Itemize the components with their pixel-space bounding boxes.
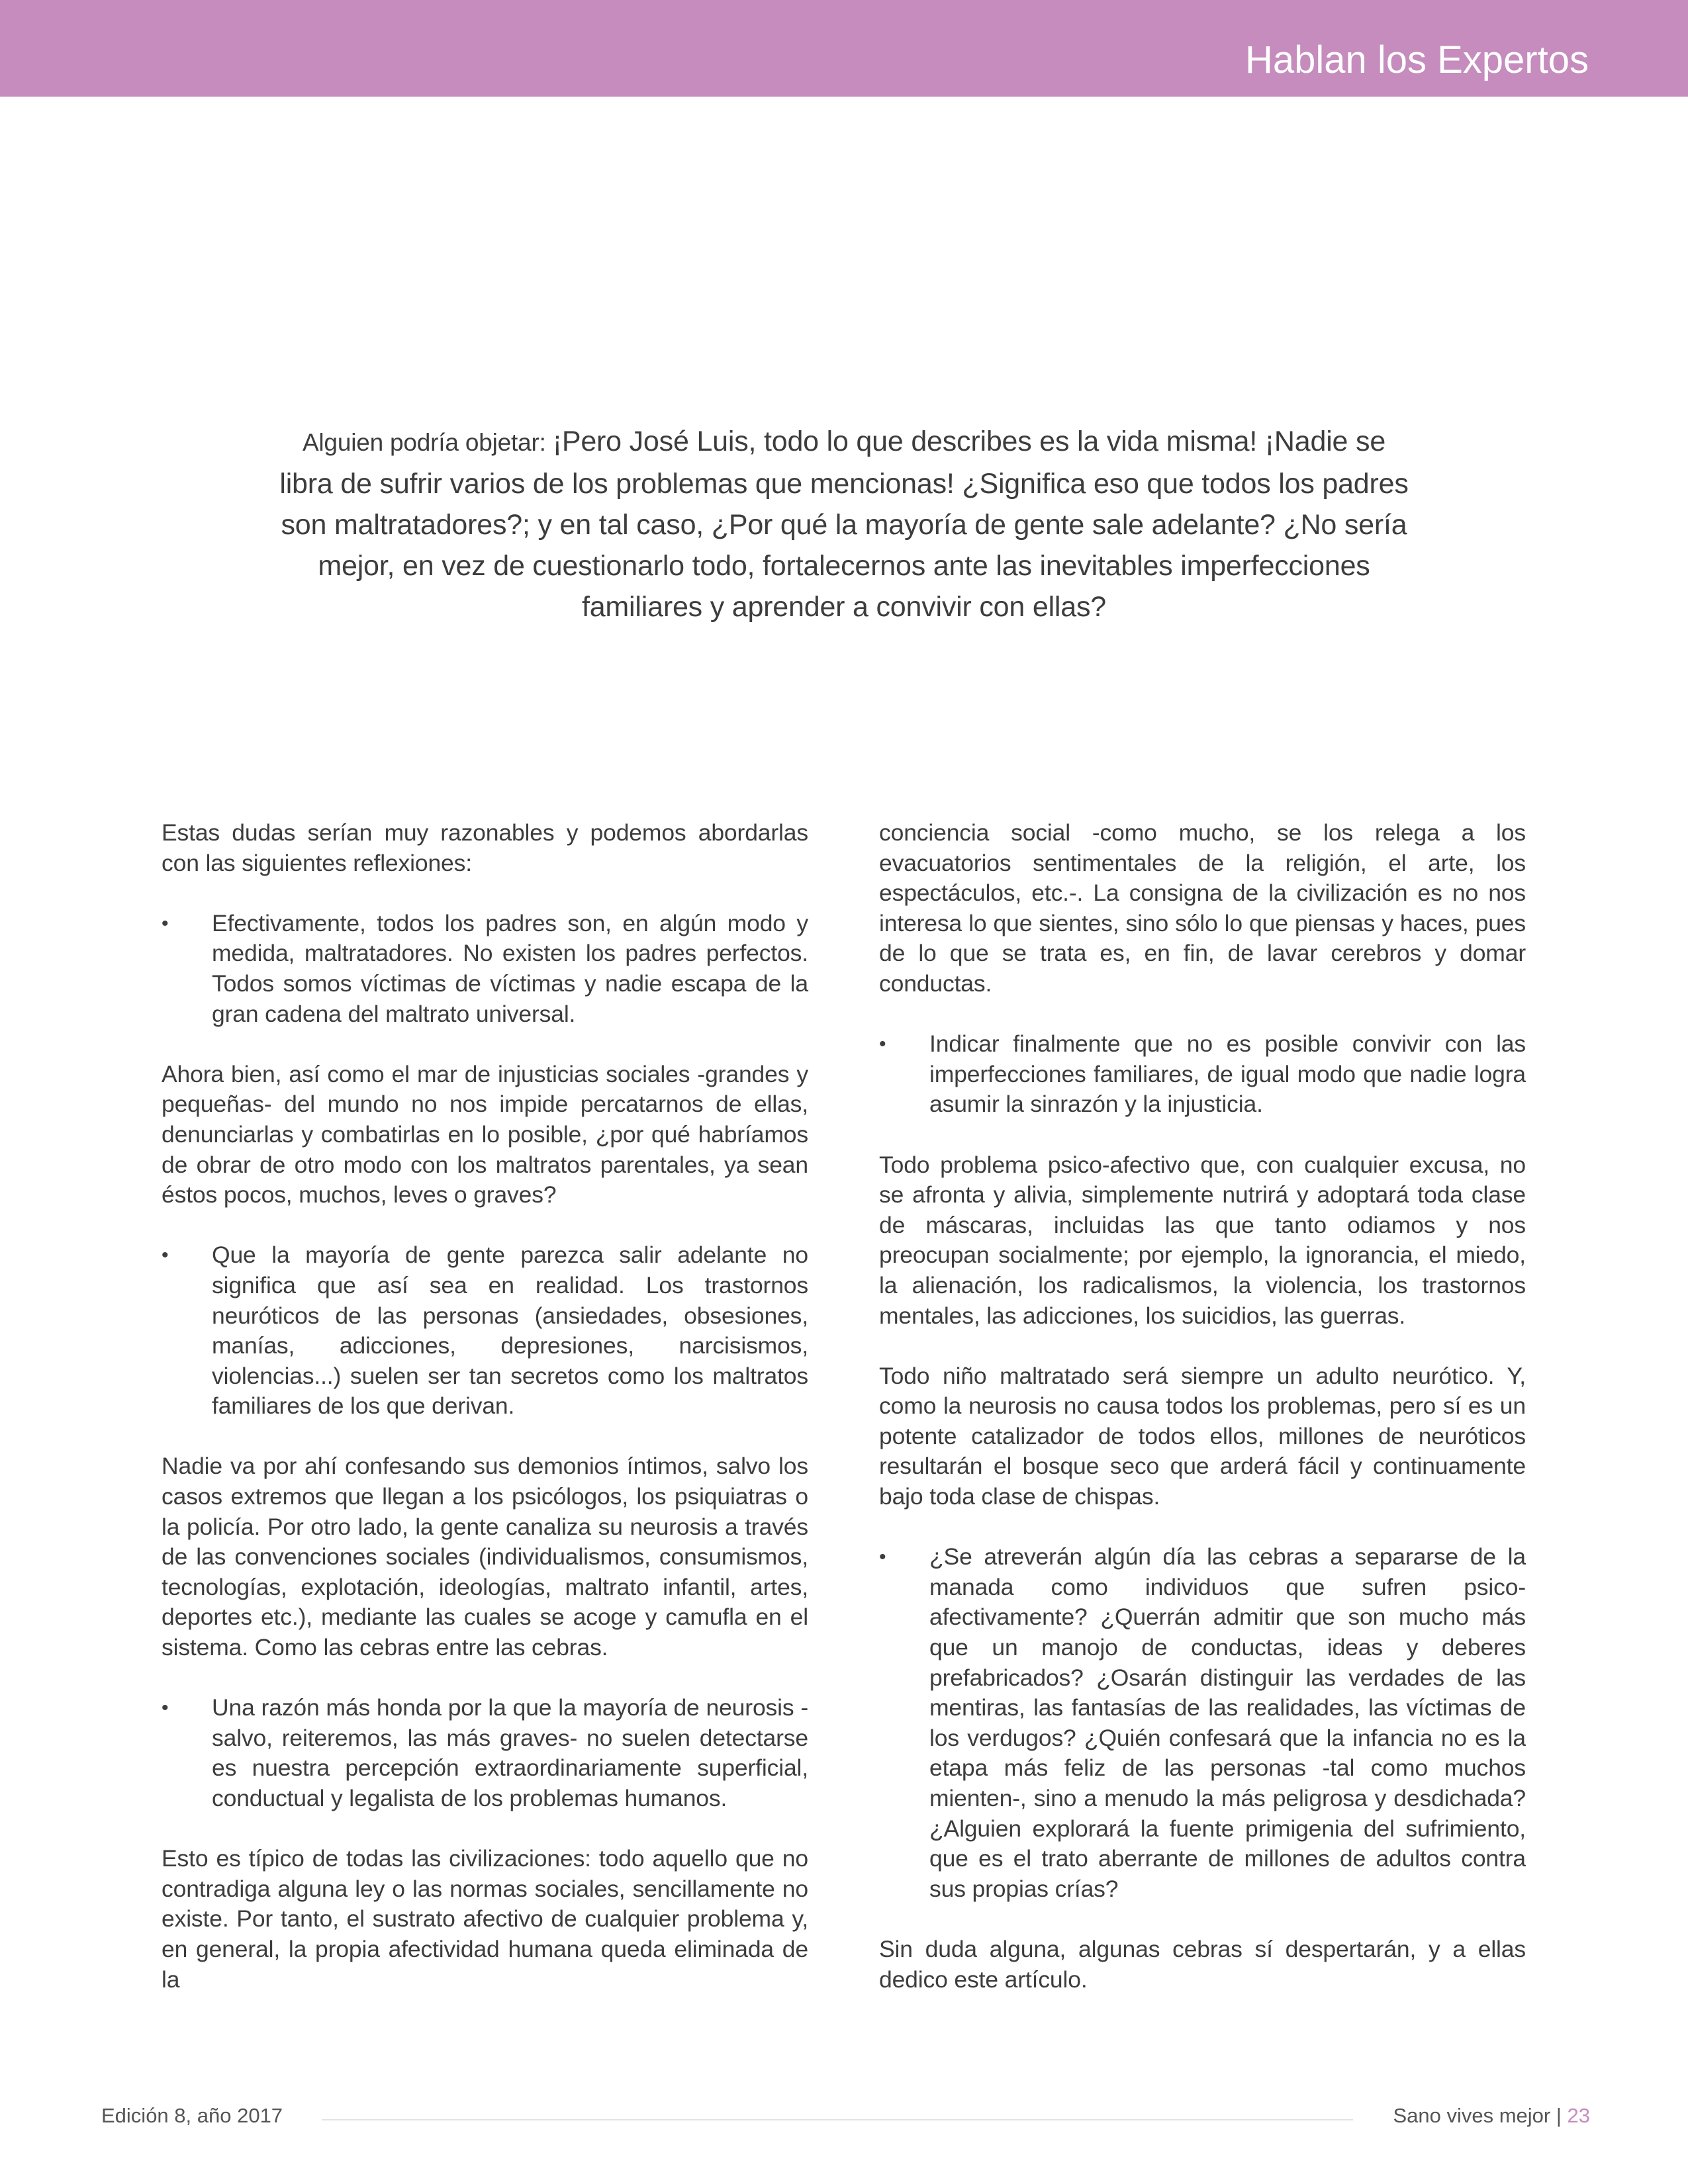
bullet-text: Indicar finalmente que no es posible convivir con las imperfecciones familiares, de igual modo que nadie logra asumir la sinrazón y la injusticia. xyxy=(929,1030,1526,1118)
bullet-text: Una razón más honda por la que la mayoría de neurosis -salvo, reiteremos, las más graves- no suelen detectarse es nuestra percepción extraordinariamente superficial, conductual y legalista de los problemas humanos. xyxy=(212,1694,808,1811)
paragraph: Sin duda alguna, algunas cebras sí despertarán, y a ellas dedico este artículo. xyxy=(879,1935,1526,1993)
footer-edition: Edición 8, año 2017 xyxy=(101,2104,283,2127)
footer-right xyxy=(1393,2105,1590,2126)
page-number: 23 xyxy=(1567,2104,1590,2127)
bullet-text: Efectivamente, todos los padres son, en algún modo y medida, maltratadores. No existen los padres perfectos. Todos somos víctimas de víctimas y nadie escapa de la gran cadena del maltrato universal. xyxy=(212,909,808,1027)
bullet-icon: • xyxy=(162,1244,169,1267)
paragraph: Ahora bien, así como el mar de injusticias sociales -grandes y pequeñas- del mundo no nos impide percatarnos de ellas, denunciarlas y combatirlas en lo posible, ¿por qué habríamos de obrar de otro modo con los maltratos parentales, ya sean éstos pocos, muchos, leves o graves? xyxy=(162,1060,808,1208)
paragraph: Todo problema psico-afectivo que, con cualquier excusa, no se afronta y alivia, simplemente nutrirá y adoptará toda clase de máscaras, incluidas las que tanto odiamos y nos preocupan socialmente; por ejemplo, la ignorancia, el miedo, la alienación, los radicalismos, la violencia, los trastornos mentales, las adicciones, los suicidios, las guerras. xyxy=(879,1151,1526,1329)
bullet-item xyxy=(162,1240,808,1422)
bullet-item xyxy=(879,1542,1526,1904)
bullet-item xyxy=(162,909,808,1029)
bullet-item xyxy=(162,1693,808,1813)
footer-magazine: Sano vives mejor | xyxy=(1393,2104,1562,2127)
bullet-icon: • xyxy=(162,912,169,934)
paragraph: Nadie va por ahí confesando sus demonios íntimos, salvo los casos extremos que llegan a los psicólogos, los psiquiatras o la policía. Por otro lado, la gente canaliza su neurosis a través de las convenciones sociales (individualismos, consumismos, tecnologías, explotación, ideologías, maltrato infantil, artes, deportes etc.), mediante las cuales se acoge y camufla en el sistema. Como las cebras entre las cebras. xyxy=(162,1453,808,1661)
intro-lead: Alguien podría objetar: xyxy=(302,429,553,456)
paragraph: Estas dudas serían muy razonables y podemos abordarlas con las siguientes reflexiones: xyxy=(162,819,808,876)
paragraph: Todo niño maltratado será siempre un adulto neurótico. Y, como la neurosis no causa todos los problemas, pero sí es un potente catalizador de todos ellos, millones de neuróticos resultarán el bosque seco que arderá fácil y continuamente bajo toda clase de chispas. xyxy=(879,1362,1526,1510)
paragraph: conciencia social -como mucho, se los relega a los evacuatorios sentimentales de la religión, el arte, los espectáculos, etc.-. La consigna de la civilización es no nos interesa lo que sientes, sino sólo lo que piensas y haces, pues de lo que se trata es, en fin, de lavar cerebros y domar conductas. xyxy=(879,819,1526,997)
section-title: Hablan los Expertos xyxy=(1244,38,1589,81)
bullet-item xyxy=(879,1029,1526,1120)
intro-text: ¡Pero José Luis, todo lo que describes es la vida misma! ¡Nadie se libra de sufrir varios de los problemas que mencionas! ¿Significa eso que todos los padres son maltratadores?; y en tal caso, ¿Por qué la mayoría de gente sale adelante? ¿No sería mejor, en vez de cuestionarlo todo, fortalecernos ante las inevitables imperfecciones familiares y aprender a convivir con ellas? xyxy=(279,426,1409,623)
right-column xyxy=(879,818,1526,1995)
bullet-icon: • xyxy=(162,1697,169,1719)
left-column xyxy=(162,818,808,1995)
footer-divider xyxy=(322,2119,1353,2120)
intro-quote xyxy=(275,421,1413,627)
bullet-text: ¿Se atreverán algún día las cebras a separarse de la manada como individuos que sufren psico-afectivamente? ¿Querrán admitir que son mucho más que un manojo de conductas, ideas y deberes prefabricados? ¿Osarán distinguir las verdades de las mentiras, las fantasías de las realidades, las víctimas de los verdugos? ¿Quién confesará que la infancia no es la etapa más feliz de las personas -tal como muchos mienten-, sino a menudo la más peligrosa y desdichada? ¿Alguien explorará la fuente primigenia del sufrimiento, que es el trato aberrante de millones de adultos contra sus propias crías? xyxy=(929,1543,1526,1902)
bullet-icon: • xyxy=(879,1033,886,1056)
bullet-icon: • xyxy=(879,1546,886,1569)
bullet-text: Que la mayoría de gente parezca salir adelante no significa que así sea en realidad. Los trastornos neuróticos de las personas (ansiedades, obsesiones, manías, adicciones, depresiones, narcisismos, violencias...) suelen ser tan secretos como los maltratos familiares de los que derivan. xyxy=(212,1242,808,1420)
paragraph: Esto es típico de todas las civilizaciones: todo aquello que no contradiga alguna ley o las normas sociales, sencillamente no existe. Por tanto, el sustrato afectivo de cualquier problema y, en general, la propia afectividad humana queda eliminada de la xyxy=(162,1845,808,1993)
